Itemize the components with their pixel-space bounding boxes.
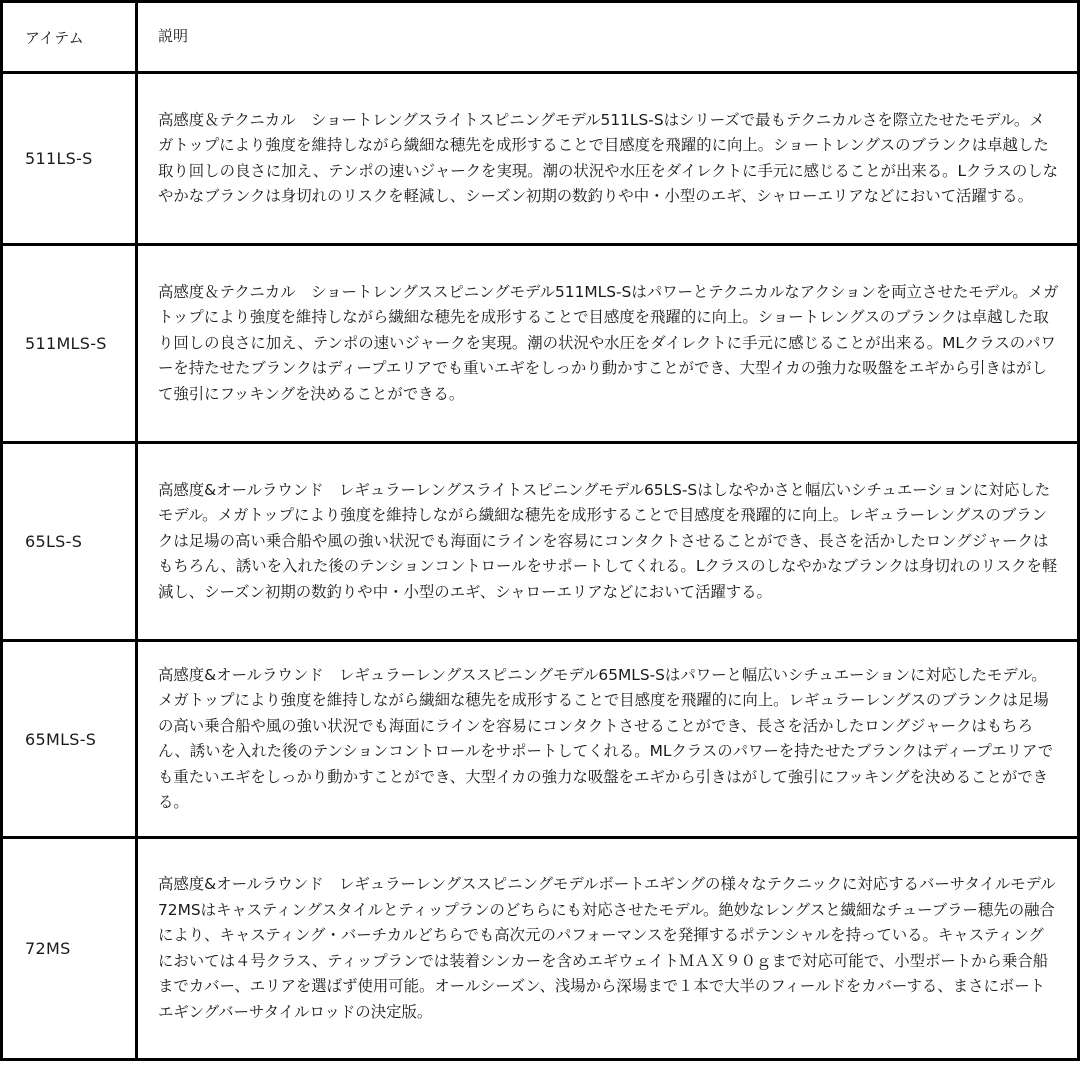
table-row bbox=[2, 838, 1079, 1060]
description-text: 高感度&オールラウンド レギュラーレングススピニングモデル65MLS-Sはパワーと幅広いシチュエーションに対応したモデル。メガトップにより強度を維持しながら繊細な穂先を成形することで目感度を飛躍的に向上。レギュラーレングスのブランクは足場の高い乗合船や風の強い状況でも海面にラインを容易にコンタクトさせることができ、長さを活かしたロングジャークはもちろん、誘いを入れた後のテンションコントロールをサポートしてくれる。MLクラスのパワーを持たせたブランクはディープエリアでも重たいエギをしっかり動かすことができ、大型イカの強力な吸盤をエギから引きはがして強引にフッキングを決めることができる。 bbox=[158, 665, 1054, 811]
item-description bbox=[137, 641, 1079, 838]
item-model-name: 65LS-S bbox=[2, 443, 137, 641]
item-description bbox=[137, 443, 1079, 641]
item-description bbox=[137, 245, 1079, 443]
table-row bbox=[2, 443, 1079, 641]
item-model-name: 72MS bbox=[2, 838, 137, 1060]
header-description: 説明 bbox=[137, 2, 1079, 73]
item-description bbox=[137, 73, 1079, 245]
item-description bbox=[137, 838, 1079, 1060]
description-text: 高感度&オールラウンド レギュラーレングスライトスピニングモデル65LS-Sはしなやかさと幅広いシチュエーションに対応したモデル。メガトップにより強度を維持しながら繊細な穂先を成形することで目感度を飛躍的に向上。レギュラーレングスのブランクは足場の高い乗合船や風の強い状況でも海面にラインを容易にコンタクトさせることができ、長さを活かしたロングジャークはもちろん、誘いを入れた後のテンションコントロールをサポートしてくれる。Lクラスのしなやかなブランクは身切れのリスクを軽減し、シーズン初期の数釣りや中・小型のエギ、シャローエリアなどにおいて活躍する。 bbox=[158, 480, 1058, 601]
item-model-name: 511LS-S bbox=[2, 73, 137, 245]
table-row bbox=[2, 245, 1079, 443]
table-header-row bbox=[2, 2, 1079, 73]
table-row bbox=[2, 641, 1079, 838]
header-item: アイテム bbox=[2, 2, 137, 73]
description-text: 高感度＆テクニカル ショートレングススピニングモデル511MLS-Sはパワーとテクニカルなアクションを両立させたモデル。メガトップにより強度を維持しながら繊細な穂先を成形することで目感度を飛躍的に向上。ショートレングスのブランクは卓越した取り回しの良さに加え、テンポの速いジャークを実現。潮の状況や水圧をダイレクトに手元に感じることが出来る。MLクラスのパワーを持たせたブランクはディープエリアでも重いエギをしっかり動かすことができ、大型イカの強力な吸盤をエギから引きはがして強引にフッキングを決めることができる。 bbox=[158, 282, 1059, 403]
table-row bbox=[2, 73, 1079, 245]
item-model-name: 511MLS-S bbox=[2, 245, 137, 443]
description-text: 高感度＆テクニカル ショートレングスライトスピニングモデル511LS-Sはシリーズで最もテクニカルさを際立たせたモデル。メガトップにより強度を維持しながら繊細な穂先を成形することで目感度を飛躍的に向上。ショートレングスのブランクは卓越した取り回しの良さに加え、テンポの速いジャークを実現。潮の状況や水圧をダイレクトに手元に感じることが出来る。Lクラスのしなやかなブランクは身切れのリスクを軽減し、シーズン初期の数釣りや中・小型のエギ、シャローエリアなどにおいて活躍する。 bbox=[158, 110, 1058, 205]
item-model-name: 65MLS-S bbox=[2, 641, 137, 838]
description-text: 高感度&オールラウンド レギュラーレングススピニングモデルボートエギングの様々なテクニックに対応するバーサタイルモデル72MSはキャスティングスタイルとティップランのどちらにも対応させたモデル。絶妙なレングスと繊細なチューブラー穂先の融合により、キャスティング・バーチカルどちらでも高次元のパフォーマンスを発揮するポテンシャルを持っている。キャスティングにおいては４号クラス、ティップランでは装着シンカーを含めエギウェイトＭＡＸ９０ｇまで対応可能で、小型ボートから乗合船までカバー、エリアを選ばず使用可能。オールシーズン、浅場から深場まで１本で大半のフィールドをカバーする、まさにボートエギングバーサタイルロッドの決定版。 bbox=[158, 875, 1056, 1021]
